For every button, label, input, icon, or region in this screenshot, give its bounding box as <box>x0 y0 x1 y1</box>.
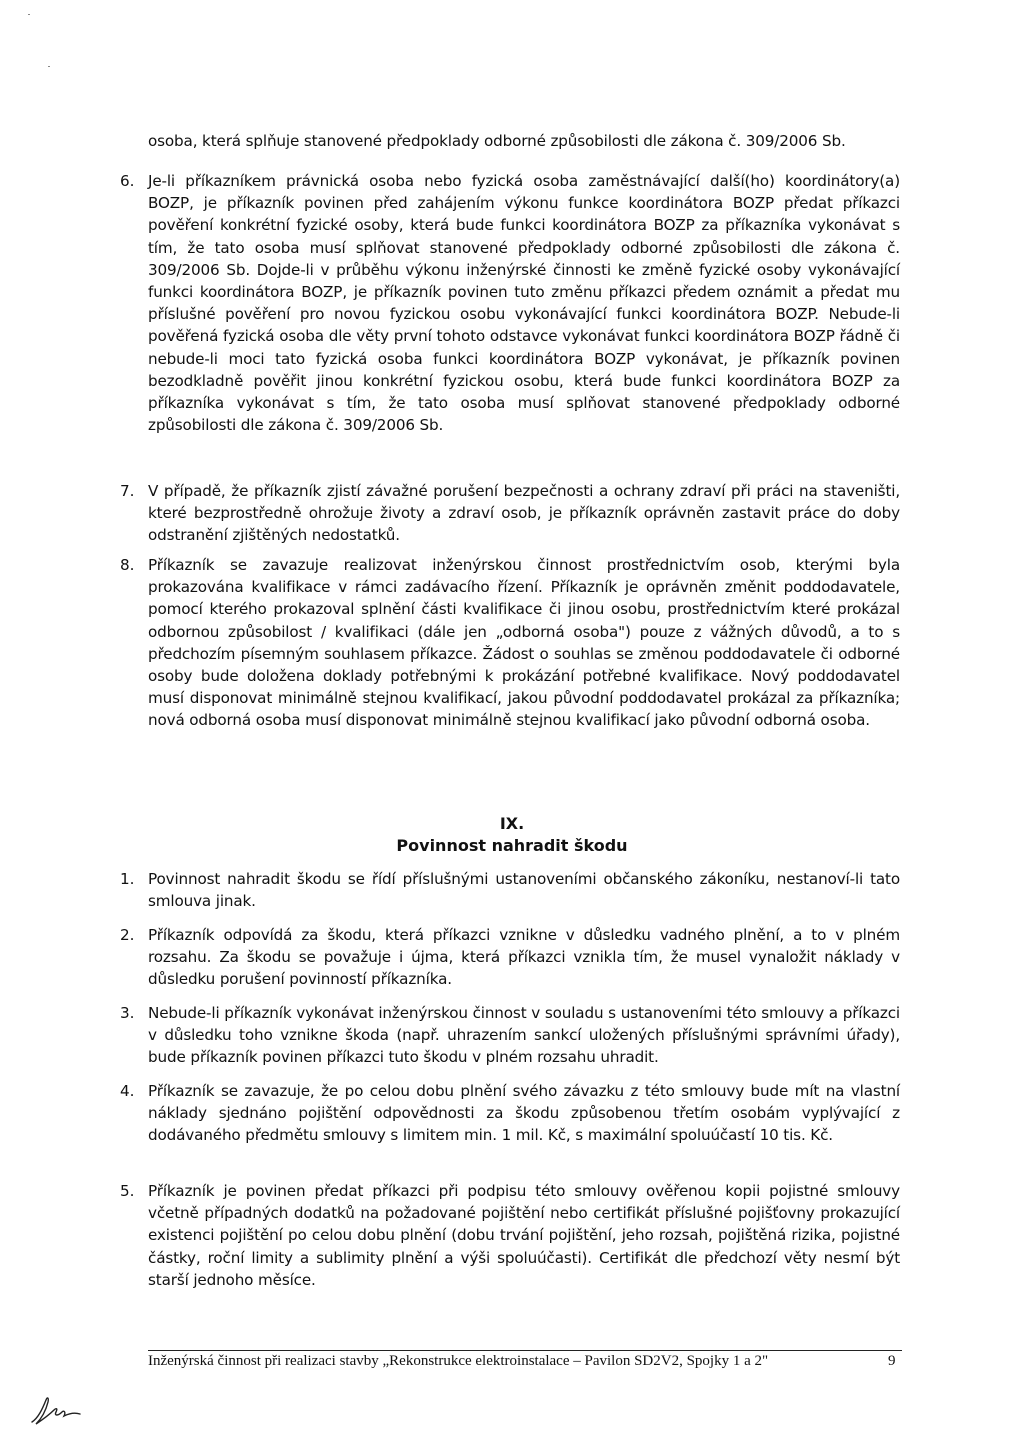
damage-item-1-text: Povinnost nahradit škodu se řídí příslušnými ustanoveními občanského zákoníku, nestanoví-li tato smlouva jinak. <box>148 870 900 911</box>
item-6-number: 6. <box>120 172 135 190</box>
item-8-number: 8. <box>120 556 135 574</box>
damage-item-5-number: 5. <box>120 1182 135 1200</box>
handwritten-signature <box>28 1392 84 1428</box>
damage-item-5-text: Příkazník je povinen předat příkazci při podpisu této smlouvy ověřenou kopii pojistné smlouvy včetně případných dodatků na požadované pojištění nebo certifikát příslušné pojišťovny prokazující existenci pojištění po celou dobu plnění (dobu trvání pojištění, jeho rozsah, pojištěná rizika, pojistné částky, roční limity a sublimity plnění a výši spoluúčasti). Certifikát dle předchozí věty nesmí být starší jednoho měsíce. <box>148 1182 900 1289</box>
damage-item-2-text: Příkazník odpovídá za škodu, která příkazci vznikne v důsledku vadného plnění, a to v plném rozsahu. Za škodu se považuje i újma, která příkazci vznikla tím, že musel vynaložit náklady v důsledku porušení povinností příkazníka. <box>148 926 900 989</box>
scan-speck <box>48 66 50 67</box>
page-number: 9 <box>888 1353 896 1369</box>
scan-speck <box>28 14 30 15</box>
footer-text: Inženýrská činnost při realizaci stavby „Rekonstrukce elektroinstalace – Pavilon SD2V2, Spojky 1 a 2" <box>148 1353 769 1369</box>
item-8-text: Příkazník se zavazuje realizovat inženýrskou činnost prostřednictvím osob, kterými byla prokazována kvalifikace v rámci zadávacího řízení. Příkazník je oprávněn změnit poddodavatele, pomocí kterého prokazoval splnění části kvalifikace či jinou osobu, prostřednictvím které prokázal odbornou způsobilost / kvalifikaci (dále jen „odborná osoba") pouze z vážných důvodů, a to s předchozím písemným souhlasem příkazce. Žádost o souhlas se změnou poddodavatele či odborné osoby bude doložena doklady potřebnými k prokázání potřebné kvalifikace. Nový poddodavatel musí disponovat minimálně stejnou kvalifikací, jakou původní poddodavatel prokázal za příkazníka; nová odborná osoba musí disponovat minimálně stejnou kvalifikací jako původní odborná osoba. <box>148 556 900 730</box>
damage-item-3-number: 3. <box>120 1004 135 1022</box>
damage-item-2-number: 2. <box>120 926 135 944</box>
damage-item-3-text: Nebude-li příkazník vykonávat inženýrskou činnost v souladu s ustanoveními této smlouvy a příkazci v důsledku toho vznikne škoda (např. uhrazením sankcí uložených příslušnými správními úřady), bude příkazník povinen příkazci tuto škodu v plném rozsahu uhradit. <box>148 1004 900 1067</box>
section-title: Povinnost nahradit škodu <box>396 836 628 855</box>
item-7-text: V případě, že příkazník zjistí závažné porušení bezpečnosti a ochrany zdraví při práci na staveništi, které bezprostředně ohrožuje životy a zdraví osob, je příkazník oprávněn zastavit práce do doby odstranění zjištěných nedostatků. <box>148 482 900 545</box>
damage-item-4-number: 4. <box>120 1082 135 1100</box>
damage-item-4-text: Příkazník se zavazuje, že po celou dobu plnění svého závazku z této smlouvy bude mít na vlastní náklady sjednáno pojištění odpovědnosti za škodu způsobenou třetím osobám vyplývající z dodávaného předmětu smlouvy s limitem min. 1 mil. Kč, s maximální spoluúčastí 10 tis. Kč. <box>148 1082 900 1145</box>
item-7-number: 7. <box>120 482 135 500</box>
item-6-text: Je-li příkazníkem právnická osoba nebo fyzická osoba zaměstnávající další(ho) koordinátory(a) BOZP, je příkazník povinen před zahájením výkonu funkce koordinátora BOZP předat příkazci pověření konkrétní fyzické osoby, která bude funkci koordinátora BOZP za příkazníka vykonávat s tím, že tato osoba musí splňovat stanovené předpoklady odborné způsobilosti dle zákona č. 309/2006 Sb. Dojde-li v průběhu výkonu inženýrské činnosti ke změně fyzické osoby vykonávající funkci koordinátora BOZP, je příkazník povinen tuto změnu příkazci předem oznámit a předat mu příslušné pověření pro novou fyzickou osobu vykonávající funkci koordinátora BOZP. Nebude-li pověřená fyzická osoba dle věty první tohoto odstavce vykonávat funkci koordinátora BOZP řádně či nebude-li moci tato fyzická osoba funkci koordinátora BOZP vykonávat, je příkazník povinen bezodkladně pověřit jinou konkrétní fyzickou osobu, která bude funkci koordinátora BOZP za příkazníka vykonávat s tím, že tato osoba musí splňovat stanovené předpoklady odborné způsobilosti dle zákona č. 309/2006 Sb. <box>148 172 900 435</box>
top-fragment-paragraph: osoba, která splňuje stanovené předpoklady odborné způsobilosti dle zákona č. 309/2006 Sb. <box>148 132 846 150</box>
footer-divider <box>148 1350 902 1351</box>
damage-item-1-number: 1. <box>120 870 135 888</box>
section-roman-numeral: IX. <box>499 814 525 833</box>
